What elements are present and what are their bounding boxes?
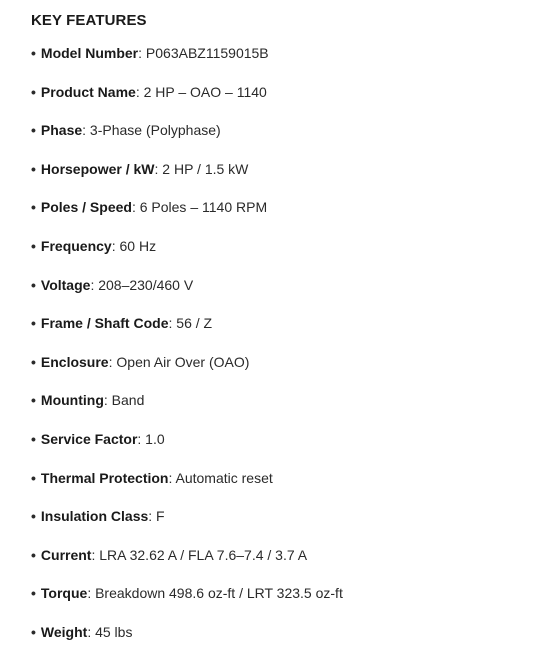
feature-label: Service Factor [40,431,138,447]
feature-separator: : [91,547,96,563]
feature-label: Model Number [40,45,139,61]
bullet: • [31,624,36,640]
feature-value: P063ABZ1159015B [142,45,269,61]
feature-label: Voltage [40,277,91,293]
feature-item [31,546,307,564]
feature-item [31,314,212,332]
feature-item [31,276,193,294]
feature-separator: : [87,585,92,601]
feature-value: LRA 32.62 A / FLA 7.6–7.4 / 3.7 A [95,547,308,563]
bullet: • [31,392,36,408]
feature-label: Phase [40,122,83,138]
feature-separator: : [103,392,108,408]
feature-label: Frequency [40,238,112,254]
feature-value: F [152,508,165,524]
feature-value: Open Air Over (OAO) [112,354,250,370]
feature-item [31,584,343,602]
feature-item [31,430,165,448]
feature-separator: : [90,277,95,293]
feature-label: Insulation Class [40,508,149,524]
bullet: • [31,470,36,486]
feature-separator: : [108,354,113,370]
feature-separator: : [131,199,136,215]
feature-value: 56 / Z [172,315,213,331]
feature-separator: : [111,238,116,254]
feature-label: Current [40,547,92,563]
bullet: • [31,547,36,563]
feature-separator: : [168,315,173,331]
bullet: • [31,277,36,293]
feature-label: Thermal Protection [40,470,169,486]
feature-value: 45 lbs [91,624,133,640]
feature-value: Breakdown 498.6 oz-ft / LRT 323.5 oz-ft [91,585,343,601]
feature-item [31,160,248,178]
bullet: • [31,431,36,447]
feature-label: Weight [40,624,88,640]
feature-value: 2 HP – OAO – 1140 [139,84,267,100]
bullet: • [31,199,36,215]
feature-separator: : [135,84,140,100]
feature-label: Product Name [40,84,136,100]
bullet: • [31,161,36,177]
feature-separator: : [148,508,153,524]
feature-item [31,391,144,409]
feature-value: 208–230/460 V [94,277,194,293]
feature-item [31,623,132,641]
feature-item [31,507,165,525]
feature-label: Mounting [40,392,104,408]
feature-value: 60 Hz [115,238,157,254]
bullet: • [31,315,36,331]
feature-item [31,353,249,371]
feature-separator: : [82,122,87,138]
feature-separator: : [137,431,142,447]
feature-item [31,83,267,101]
bullet: • [31,585,36,601]
feature-label: Enclosure [40,354,109,370]
feature-value: 1.0 [141,431,165,447]
feature-separator: : [87,624,92,640]
feature-separator: : [168,470,173,486]
feature-item [31,237,156,255]
feature-label: Torque [40,585,88,601]
feature-item [31,469,273,487]
bullet: • [31,122,36,138]
bullet: • [31,508,36,524]
feature-value: 2 HP / 1.5 kW [158,161,249,177]
feature-value: 3-Phase (Polyphase) [86,122,221,138]
feature-value: Automatic reset [172,470,273,486]
feature-separator: : [138,45,143,61]
feature-item [31,121,221,139]
bullet: • [31,238,36,254]
feature-label: Poles / Speed [40,199,132,215]
bullet: • [31,45,36,61]
feature-item [31,44,269,62]
feature-value: 6 Poles – 1140 RPM [135,199,268,215]
feature-label: Frame / Shaft Code [40,315,169,331]
feature-separator: : [154,161,159,177]
bullet: • [31,84,36,100]
feature-item [31,198,267,216]
feature-label: Horsepower / kW [40,161,155,177]
section-title: KEY FEATURES [31,12,147,29]
bullet: • [31,354,36,370]
feature-value: Band [107,392,145,408]
